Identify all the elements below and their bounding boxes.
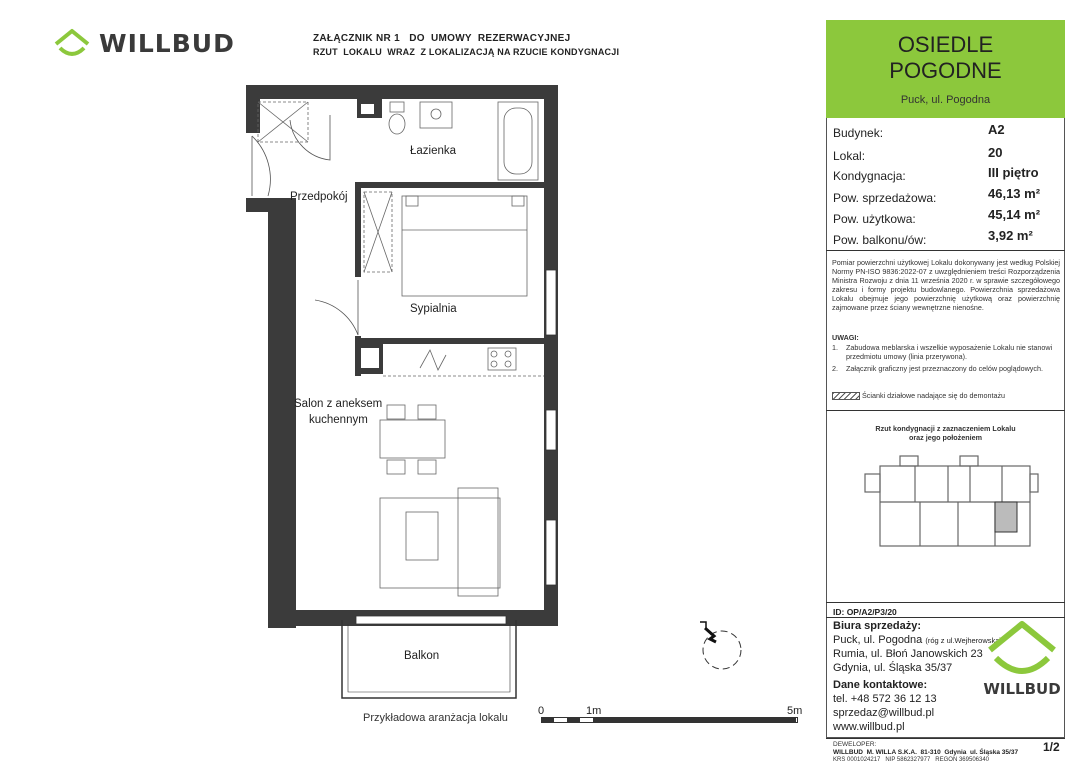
detail-value: 3,92 m² [988,228,1033,243]
room-label-living-2: kuchennym [309,414,368,426]
offices-title: Biura sprzedaży: [833,620,922,632]
house-logo-icon [52,28,92,58]
floor-caption-1: Rzut kondygnacji z zaznaczeniem Lokalu [875,424,1016,433]
detail-value: A2 [988,122,1005,137]
doc-title: ZAŁĄCZNIK NR 1 DO UMOWY REZERWACYJNEJ [313,33,571,44]
room-label-bathroom: Łazienka [410,145,457,157]
plan-caption: Przykładowa aranżacja lokalu [363,712,508,724]
contact-title: Dane kontaktowe: [833,679,928,691]
dev-line-1: WILLBUD M. WILLA S.K.A. 81-310 Gdynia ul. Śląska 35/37 [833,749,1019,756]
detail-value: 45,14 m² [988,207,1041,222]
marked-unit [995,502,1017,532]
page-number: 1/2 [1043,740,1060,754]
brand-logo [52,26,235,62]
detail-value: 46,13 m² [988,186,1041,201]
legend-text: Ścianki działowe nadające się do demontażu [862,391,1006,400]
scale-five: 5m [787,705,803,717]
divider [826,602,1065,603]
remarks-title: UWAGI: [832,333,859,342]
house-logo-icon [982,618,1062,682]
dev-title: DEWELOPER: [833,741,877,748]
floor-key-plan [860,452,1040,552]
detail-row: Lokal: [833,149,866,163]
scale-one: 1m [586,705,602,717]
room-label-hall: Przedpokój [290,191,348,203]
brand-name-large: WILLBUD [983,680,1061,698]
contact-email[interactable]: sprzedaz@willbud.pl [833,707,935,719]
room-label-bedroom: Sypialnia [410,303,457,315]
scale-bar [541,717,796,727]
floor-plan [230,80,570,710]
room-label-balcony: Balkon [404,650,440,662]
detail-row: Pow. balkonu/ów: [833,233,927,247]
detail-row: Pow. użytkowa: [833,212,916,226]
doc-subtitle: RZUT LOKALU WRAZ Z LOKALIZACJĄ NA RZUCIE KONDYGNACJI [313,47,620,57]
office-gdynia: Gdynia, ul. Śląska 35/37 [833,662,953,674]
legend-swatch [832,392,860,400]
brand-name: WILLBUD [99,29,235,58]
measurement-note: Pomiar powierzchni użytkowej Lokalu dokonywany jest według Polskiej Normy PN-ISO 9836:2022-07 z uwzględnieniem treści Rozporządzenia Ministra Rozwoju z dnia 11 września 2020 r. w sprawie szczegółowego zakresu i formy projektu budowlanego. Powierzchnia sprzedażowa Lokalu obejmuje jego powierzchnię użytkową oraz powierzchnię zajmowane przez ściany wewnętrzne nienośne. [832,258,1060,312]
office-rumia: Rumia, ul. Błoń Janowskich 23 [833,648,983,660]
divider [826,250,1065,251]
floor-caption-2: oraz jego położeniem [908,433,983,442]
dev-line-2: KRS 0001024217 NIP 5862327977 REGON 369506340 [833,757,990,763]
north-arrow-icon [690,612,750,672]
contact-phone[interactable]: tel. +48 572 36 12 13 [833,693,937,705]
room-label-living-1: Salon z aneksem [294,398,383,410]
estate-location: Puck, ul. Pogodna [900,94,991,106]
estate-name-1: OSIEDLE [897,32,994,57]
detail-value: III piętro [988,165,1039,180]
contact-website[interactable]: www.willbud.pl [833,721,905,733]
brand-logo-large [982,618,1062,708]
estate-name-2: POGODNE [889,58,1002,83]
office-puck: Puck, ul. Pogodna (róg z ul.Wejherowską) [833,634,1002,646]
detail-row: Pow. sprzedażowa: [833,191,937,205]
estate-banner [826,20,1065,118]
remarks-item-1: 1. Zabudowa meblarska i wszelkie wyposażenie Lokalu nie stanowi przedmiotu umowy (linia przerywona). [832,343,1053,361]
offer-id: ID: OP/A2/P3/20 [833,607,897,617]
scale-zero: 0 [538,705,545,717]
remarks-item-2: 2. Załącznik graficzny jest przeznaczony do celów poglądowych. [832,364,1043,373]
divider [826,410,1065,411]
detail-row: Kondygnacja: [833,169,906,183]
detail-row: Budynek: [833,126,884,140]
detail-value: 20 [988,145,1003,160]
